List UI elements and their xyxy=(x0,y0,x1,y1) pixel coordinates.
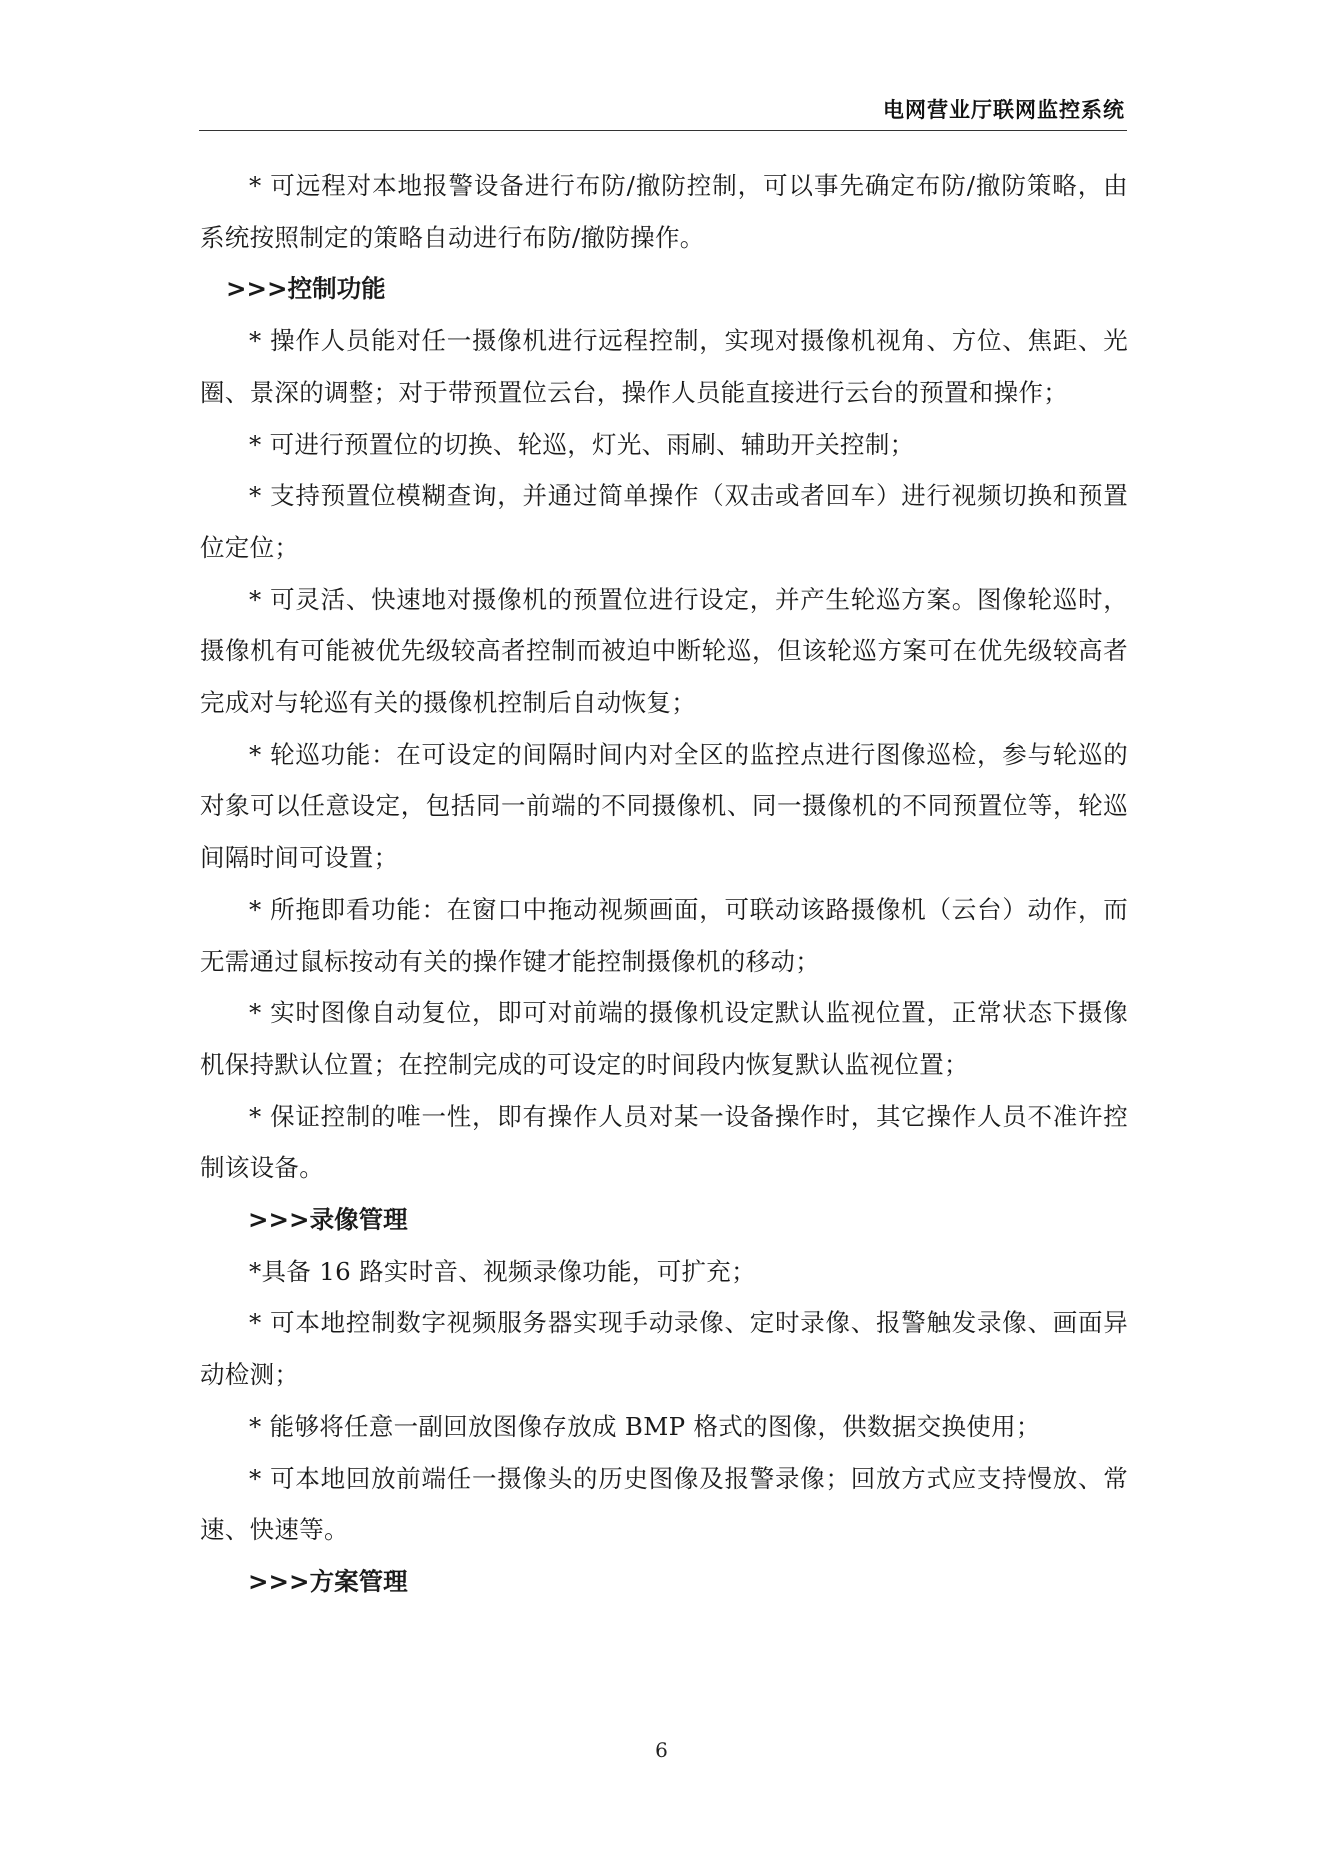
paragraph: * 所拖即看功能：在窗口中拖动视频画面，可联动该路摄像机（云台）动作，而无需通过鼠标按动有关的操作键才能控制摄像机的移动； xyxy=(200,894,1128,976)
paragraph: * 操作人员能对任一摄像机进行远程控制，实现对摄像机视角、方位、焦距、光圈、景深的调整；对于带预置位云台，操作人员能直接进行云台的预置和操作； xyxy=(200,326,1128,407)
header-title: 电网营业厅联网监控系统 xyxy=(883,98,1125,122)
paragraph: * 可进行预置位的切换、轮巡，灯光、雨刷、辅助开关控制； xyxy=(249,429,915,459)
paragraph: * 可本地回放前端任一摄像头的历史图像及报警录像；回放方式应支持慢放、常速、快速等。 xyxy=(200,1463,1128,1545)
page-number: 6 xyxy=(655,1738,668,1762)
paragraph: * 可本地控制数字视频服务器实现手动录像、定时录像、报警触发录像、画面异动检测； xyxy=(200,1308,1128,1390)
paragraph: * 可远程对本地报警设备进行布防/撤防控制，可以事先确定布防/撤防策略，由系统按照制定的策略自动进行布防/撤防操作。 xyxy=(200,171,1128,252)
section-heading-control: >>>控制功能 xyxy=(226,274,386,304)
paragraph: * 保证控制的唯一性，即有操作人员对某一设备操作时，其它操作人员不准许控制该设备。 xyxy=(200,1101,1128,1183)
section-heading-scheme: >>>方案管理 xyxy=(248,1566,408,1596)
section-heading-recording: >>>录像管理 xyxy=(248,1205,408,1235)
paragraph: * 能够将任意一副回放图像存放成 BMP 格式的图像，供数据交换使用； xyxy=(249,1411,1041,1441)
paragraph: * 支持预置位模糊查询，并通过简单操作（双击或者回车）进行视频切换和预置位定位； xyxy=(200,481,1128,562)
paragraph: * 轮巡功能：在可设定的间隔时间内对全区的监控点进行图像巡检，参与轮巡的对象可以任意设定，包括同一前端的不同摄像机、同一摄像机的不同预置位等，轮巡间隔时间可设置； xyxy=(200,739,1128,873)
paragraph: * 实时图像自动复位，即可对前端的摄像机设定默认监视位置，正常状态下摄像机保持默认位置；在控制完成的可设定的时间段内恢复默认监视位置； xyxy=(200,998,1128,1079)
page-header xyxy=(199,94,1127,131)
document-body xyxy=(200,160,1128,1608)
paragraph: * 可灵活、快速地对摄像机的预置位进行设定，并产生轮巡方案。图像轮巡时，摄像机有可能被优先级较高者控制而被迫中断轮巡，但该轮巡方案可在优先级较高者完成对与轮巡有关的摄像机控制后自动恢复； xyxy=(200,584,1128,718)
paragraph: *具备 16 路实时音、视频录像功能，可扩充； xyxy=(249,1256,756,1286)
